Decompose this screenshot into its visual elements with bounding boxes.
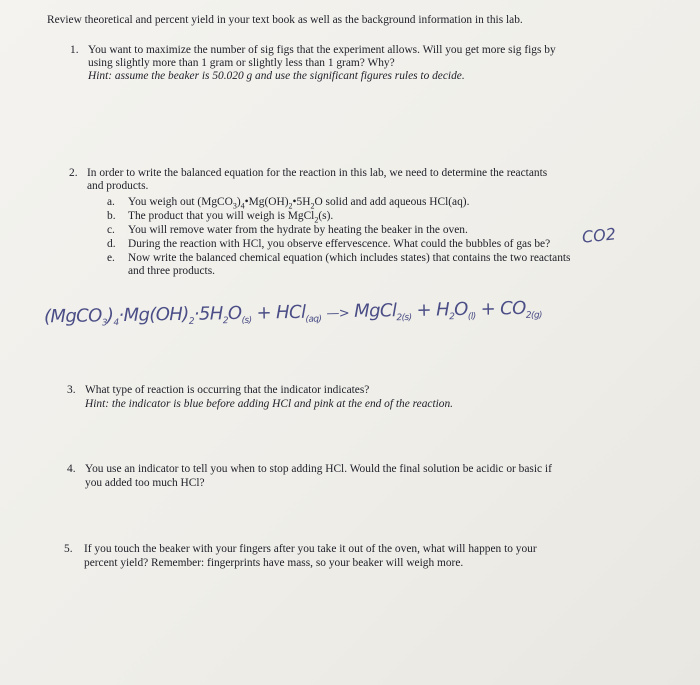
q1-line2: using slightly more than 1 gram or slightly less than 1 gram? Why? [88, 57, 395, 69]
intro-text: Review theoretical and percent yield in your text book as well as the background information in this lab. [47, 14, 523, 26]
q2a-letter: a. [107, 196, 115, 208]
q4-line1: You use an indicator to tell you when to stop adding HCl. Would the final solution be acidic or basic if [85, 463, 552, 475]
q2e-letter: e. [107, 252, 115, 264]
q2b-text: The product that you will weigh is MgCl$_2$(s). [128, 210, 334, 225]
q2b-letter: b. [107, 210, 116, 222]
q1-line1: You want to maximize the number of sig figs that the experiment allows. Will you get more sig figs by [88, 44, 556, 56]
q3-hint: Hint: the indicator is blue before adding HCl and pink at the end of the reaction. [85, 398, 454, 410]
q2c-text: You will remove water from the hydrate by heating the beaker in the oven. [128, 224, 468, 236]
q5-line2: percent yield? Remember: fingerprints have mass, so your beaker will weigh more. [84, 557, 464, 569]
reaction-arrow: —> [326, 306, 350, 322]
q3-line1: What type of reaction is occurring that the indicator indicates? [85, 384, 370, 396]
q2-line1: In order to write the balanced equation for the reaction in this lab, we need to determine the reactants [87, 167, 548, 179]
q2e-line1: Now write the balanced chemical equation (which includes states) that contains the two reactants [128, 252, 571, 264]
q5-number: 5. [64, 543, 73, 555]
q2c-letter: c. [107, 224, 115, 236]
q1-number: 1. [70, 44, 79, 56]
q2e-line2: and three products. [128, 265, 215, 277]
handwritten-equation: $(MgCO_3)_4\cdot Mg(OH)_2\cdot 5H_2O_{(s)} + HCl_{(aq)}$ —> MgCl$_{2(s)}$ + $H_2O_{(l)} + CO_{2(g)}$ [43, 297, 543, 329]
q2a-text: You weigh out $(MgCO_3)_4•Mg(OH)_2•5H_2O$ solid and add aqueous HCl(aq). [128, 196, 470, 211]
q2d-text: During the reaction with HCl, you observe effervescence. What could the bubbles of gas be? [128, 238, 551, 250]
q2-number: 2. [69, 167, 78, 179]
q1-hint: Hint: assume the beaker is 50.020 g and use the significant figures rules to decide. [88, 70, 465, 82]
q2-line2: and products. [87, 180, 149, 192]
handwritten-co2: CO2 [581, 224, 617, 247]
q3-number: 3. [67, 384, 76, 396]
q2d-letter: d. [107, 238, 116, 250]
q4-line2: you added too much HCl? [85, 477, 205, 489]
q5-line1: If you touch the beaker with your fingers after you take it out of the oven, what will happen to your [84, 543, 537, 555]
q4-number: 4. [67, 463, 76, 475]
